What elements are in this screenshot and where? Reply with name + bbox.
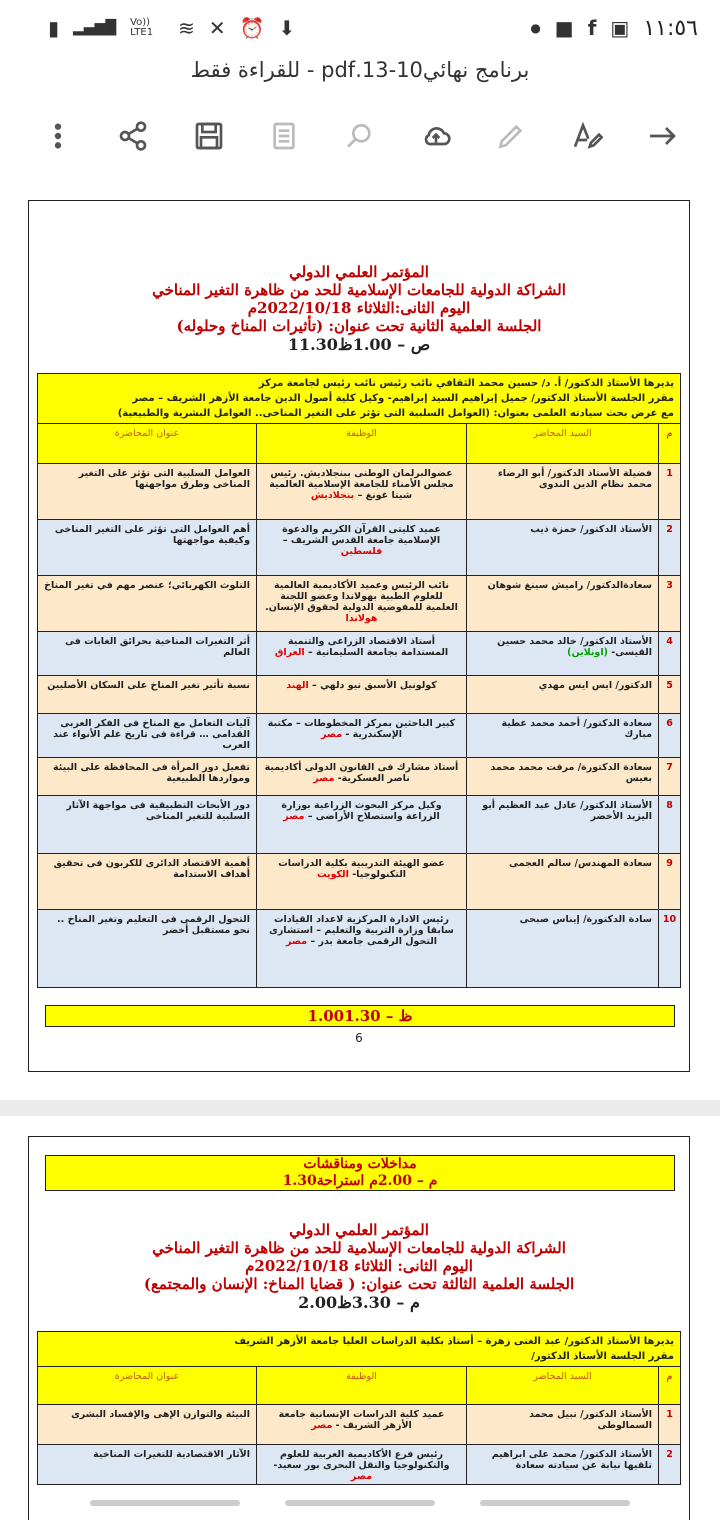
row-job — [256, 1405, 466, 1444]
row-num: 5 — [658, 676, 680, 713]
save-button[interactable] — [185, 112, 233, 160]
table-row — [38, 631, 680, 675]
online-tag: (اونلاين) — [567, 647, 608, 658]
table-row — [38, 463, 680, 519]
session-banner — [38, 1332, 680, 1366]
pdf-page-6 — [28, 200, 690, 1072]
share-icon — [117, 120, 149, 152]
download-icon: ⬇ — [278, 16, 296, 40]
row-speaker: الدكتور/ ايس ايس مهدي — [466, 676, 658, 713]
row-job — [256, 796, 466, 853]
job-text: أستاذ مشارك فى القانون الدولى أكاديمية ناصر العسكرية- — [264, 762, 459, 784]
job-text: رئيس الادارة المركزية لاعداد القيادات سابقا وزارة التربية والتعليم – استشارى التحول الرقمى جامعة بدر – — [269, 914, 454, 947]
nav-home[interactable] — [285, 1500, 435, 1506]
row-speaker: سعادة المهندس/ سالم العجمى — [466, 854, 658, 909]
row-title: نسبة تأثير تغير المناخ على السكان الأصليين — [47, 680, 250, 691]
page2-heading — [29, 1221, 689, 1312]
pdf-page-7 — [28, 1136, 690, 1520]
table-row — [38, 1404, 680, 1444]
row-speaker: سعادة الدكتورة/ مرفت محمد محمد بعيس — [466, 758, 658, 795]
session-title: الجلسة العلمية الثانية تحت عنوان: (تأثيرات المناخ وحلوله) — [176, 317, 542, 335]
row-speaker: سعادة الدكتور/ أحمد محمد عطية مبارك — [466, 714, 658, 757]
job-text: عميد كلية الدراسات الإنسانية جامعة الأزهر الشريف - — [278, 1409, 445, 1431]
row-speaker — [466, 632, 658, 675]
session-title: الجلسة العلمية الثالثة تحت عنوان: ( قضايا المناخ: الإنسان والمجتمع) — [143, 1275, 575, 1293]
status-icons-right — [530, 16, 698, 41]
row-title: التحول الرقمى فى التعليم وتغير المناخ .. نحو مستقبل أخضر — [57, 914, 250, 936]
pencil-icon — [495, 120, 527, 152]
job-text: رئيس فرع الأكاديمية العربية للعلوم والتكنولوجيا والنقل البحرى بور سعيد- — [273, 1449, 450, 1471]
row-title: أهم العوامل التى تؤثر على التغير المناخى وكيفية مواجهتها — [54, 524, 250, 546]
job-text: عضوالبرلمان الوطنى ببنجلاديش. رئيس مجلس الأمناء للجامعة الإسلامية العالمية شيتا غونغ – — [269, 468, 454, 501]
table-row — [38, 575, 680, 631]
session-banner — [38, 374, 680, 423]
mute-icon: ✕ — [208, 16, 226, 40]
row-speaker: الأستاذ الدكتور/ عادل عبد العظيم أبو اليزيد الأخضر — [466, 796, 658, 853]
table-row — [38, 909, 680, 987]
session-day: اليوم الثانى:الثلاثاء 2022/10/18م — [247, 299, 471, 317]
session-table-3 — [37, 1331, 681, 1485]
row-speaker: سادة الدكتورة/ إيناس صبحى — [466, 910, 658, 987]
table-header — [38, 1366, 680, 1404]
table-row — [38, 853, 680, 909]
text-pen-icon — [571, 120, 603, 152]
upload-button[interactable] — [412, 112, 460, 160]
row-job — [256, 910, 466, 987]
conference-title: الشراكة الدولية للجامعات الإسلامية للحد من ظاهرة التغير المناخي — [152, 281, 566, 299]
conference-org: المؤتمر العلمي الدولي — [289, 263, 429, 281]
job-country: مصر — [311, 1420, 333, 1431]
row-speaker: الأستاذ الدكتور/ نبيل محمد السمالوطى — [466, 1405, 658, 1444]
toolbar — [0, 112, 720, 160]
signal-icon: ▂▄▆█ — [73, 20, 117, 36]
row-num: 2 — [658, 1445, 680, 1484]
row-num: 6 — [658, 714, 680, 757]
job-country: بنجلاديش — [310, 490, 355, 501]
row-job — [256, 758, 466, 795]
document-title: برنامج نهائي10-13.pdf - للقراءة فقط — [190, 58, 530, 82]
row-job — [256, 854, 466, 909]
dot-icon: ● — [530, 21, 541, 35]
gallery-icon: ▣ — [610, 16, 630, 40]
status-bar — [0, 0, 720, 56]
page-view-button[interactable] — [260, 112, 308, 160]
row-job — [256, 464, 466, 519]
row-job — [256, 714, 466, 757]
row-num: 1 — [658, 1405, 680, 1444]
job-text: عضو الهيئة التدريبية بكلية الدراسات التكنولوجيا- — [278, 858, 445, 880]
job-country: العراق — [274, 647, 305, 658]
navigation-bar[interactable] — [90, 1500, 630, 1508]
edit-button[interactable] — [487, 112, 535, 160]
table-row — [38, 675, 680, 713]
job-country: فلسطين — [340, 546, 383, 557]
job-text: كولونيل الأسبق نيو دلهي – — [312, 680, 437, 691]
banner-line: يديرها الأستاذ الدكتور/ أ. د/ حسين محمد الثقافي نائب رئيس نائب رئيس لجامعة مركز — [258, 378, 674, 389]
row-job — [256, 676, 466, 713]
arrow-right-icon — [646, 120, 678, 152]
row-num: 7 — [658, 758, 680, 795]
job-country: مصر — [350, 1471, 373, 1482]
col-num: م — [658, 1367, 680, 1404]
col-speaker: السيد المحاضر — [466, 424, 658, 463]
cloud-upload-icon — [420, 120, 452, 152]
alarm-icon: ⏰ — [239, 16, 265, 40]
facebook-icon: f — [587, 16, 597, 40]
discussion-banner — [45, 1155, 675, 1191]
job-country: الهند — [286, 680, 309, 691]
job-country: هولاندا — [345, 613, 378, 624]
session-day: اليوم الثانى: الثلاثاء 2022/10/18م — [245, 1257, 473, 1275]
row-num: 3 — [658, 576, 680, 631]
row-num: 10 — [658, 910, 680, 987]
row-speaker: فضيلة الأستاذ الدكتور/ أبو الرضاء محمد نظام الدين الندوى — [466, 464, 658, 519]
folder-icon: ■ — [554, 16, 574, 40]
save-icon — [193, 120, 225, 152]
more-options-button[interactable] — [34, 112, 82, 160]
forward-button[interactable] — [638, 112, 686, 160]
nav-recents[interactable] — [90, 1500, 240, 1506]
row-job — [256, 576, 466, 631]
col-job: الوظيفة — [256, 1367, 466, 1404]
job-country: مصر — [313, 773, 335, 784]
col-num: م — [658, 424, 680, 463]
row-num: 8 — [658, 796, 680, 853]
session-time: 11.30ص – 1.00ظ — [287, 335, 431, 354]
job-text: نائب الرئيس وعميد الأكاديمية العالمية للعلوم الطبية بهولاندا وعضو اللجنة العلمية للمفوضية الدولية لحقوق الإنسان. — [265, 580, 458, 613]
job-country: مصر — [320, 729, 343, 740]
job-country: مصر — [285, 936, 308, 947]
col-title: عنوان المحاضرة — [114, 428, 180, 439]
row-num: 9 — [658, 854, 680, 909]
row-num: 4 — [658, 632, 680, 675]
status-icons-left — [48, 16, 295, 40]
row-job — [256, 632, 466, 675]
row-title: الآثار الاقتصادية للتغيرات المناخية — [93, 1449, 250, 1460]
table-row — [38, 713, 680, 757]
job-text: أستاذ الاقتصاد الزراعى والتنمية المستدامة بجامعة السليمانية – — [287, 636, 449, 658]
job-country: مصر — [283, 811, 305, 822]
row-title: البيئة والتوازن الإهى والإفساد البشرى — [71, 1409, 250, 1420]
row-title: تفعيل دور المرأة فى المحافظة على البيئة ومواردها الطبيعية — [52, 762, 250, 784]
conference-org: المؤتمر العلمي الدولي — [289, 1221, 429, 1239]
page1-heading — [29, 263, 689, 354]
row-job — [256, 1445, 466, 1484]
banner-line: يديرها الأستاذ الدكتور/ عبد الغنى زهرة – أستاذ بكلية الدراسات العليا جامعة الأزهر الشريف — [234, 1336, 674, 1347]
row-speaker: سعادةالدكتور/ راميش سينغ شوهان — [466, 576, 658, 631]
search-icon — [344, 120, 376, 152]
job-country: الكويت — [316, 869, 349, 880]
row-num: 2 — [658, 520, 680, 575]
row-title: أهمية الاقتصاد الدائرى للكربون فى تحقيق أهداف الاستدامة — [53, 858, 250, 880]
page-separator — [0, 1100, 720, 1116]
table-row — [38, 1444, 680, 1484]
session-table — [37, 373, 681, 988]
banner-line: مقرر الجلسة الأستاذ الدكتور/ — [531, 1351, 674, 1362]
table-row — [38, 519, 680, 575]
job-text: وكيل مركز البحوث الزراعية بوزارة الزراعة واستصلاح الأراضى – — [281, 800, 442, 822]
banner-line: مقرر الجلسة الأستاذ الدكتور/ جميل إبراهيم السيد إبراهيم- وكيل كلية أصول الدين جامعة الأزهر الشريف – مصر — [132, 393, 674, 404]
table-header — [38, 423, 680, 463]
annotate-button[interactable] — [563, 112, 611, 160]
job-text: عميد كليتى القرآن الكريم والدعوة الإسلامية جامعة القدس الشريف – — [282, 524, 441, 546]
row-title: التلوث الكهربائي؛ عنصر مهم في تغير المناخ — [44, 580, 250, 591]
row-job — [256, 520, 466, 575]
col-speaker: السيد المحاضر — [466, 1367, 658, 1404]
break-time-bar: 1.00ظ – 1.30 — [45, 1005, 675, 1027]
share-button[interactable] — [109, 112, 157, 160]
session-time: 2.00م – 3.30ظ — [298, 1293, 420, 1312]
row-title: آليات التعامل مع المناخ فى الفكر العربى القدامى … قراءة فى تاريخ علم الأنواء عند العرب — [53, 718, 250, 751]
row-speaker: الأستاذ الدكتور/ محمد على ابراهيم تلقيها نيابة عن سيادته سعادة — [466, 1445, 658, 1484]
document-icon — [268, 120, 300, 152]
conference-title: الشراكة الدولية للجامعات الإسلامية للحد من ظاهرة التغير المناخي — [152, 1239, 566, 1257]
clock: ١١:٥٦ — [643, 15, 698, 41]
break-label: 1.30م – 2.00م استراحة — [282, 1173, 438, 1189]
row-title: دور الأبحاث التطبيقية فى مواجهة الآثار السلبية للتغير المناخى — [66, 800, 250, 822]
row-num: 1 — [658, 464, 680, 519]
table-row — [38, 795, 680, 853]
table-row — [38, 757, 680, 795]
col-job: الوظيفة — [256, 424, 466, 463]
job-text: كبير الباحثين بمركز المخطوطات – مكتبة الإسكندرية - — [267, 718, 456, 740]
col-title: عنوان المحاضرة — [114, 1371, 180, 1382]
network-label: Vo)) LTE1 — [130, 17, 154, 38]
search-button[interactable] — [336, 112, 384, 160]
nav-back[interactable] — [480, 1500, 630, 1506]
discussion-label: مداخلات ومناقشات — [303, 1156, 417, 1172]
wifi-icon: ≋ — [178, 16, 195, 40]
battery-icon: ▮ — [48, 16, 60, 40]
more-vertical-icon — [42, 120, 74, 152]
row-title: العوامل السلبية التى تؤثر على التغير المناخى وطرق مواجهتها — [78, 468, 250, 490]
row-speaker: الأستاذ الدكتور/ حمزة ذيب — [466, 520, 658, 575]
banner-line: مع عرض بحث سيادته العلمى بعنوان: (العوامل السلبية التى تؤثر على التغير المناخى.. العوامل البشرية والطبيعية) — [117, 408, 674, 419]
speaker-text: الأستاذ الدكتور/ خالد محمد حسين القيسى- — [497, 636, 652, 658]
row-title: أثر التغيرات المناخية بحرائق الغابات فى العالم — [64, 636, 250, 658]
document-viewer[interactable] — [0, 178, 720, 1520]
page-number: 6 — [355, 1031, 363, 1045]
